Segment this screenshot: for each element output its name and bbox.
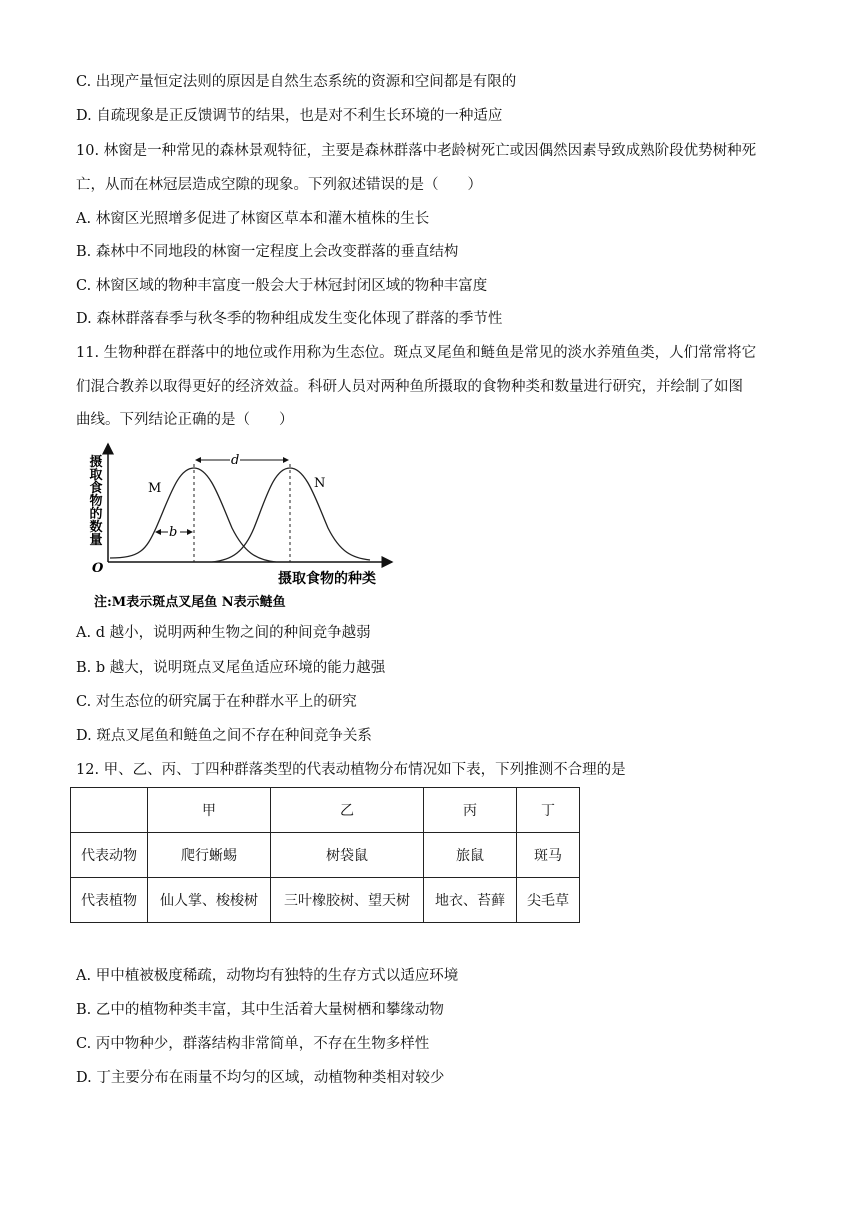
table-cell: 三叶橡胶树、望天树 (271, 878, 424, 923)
q11-option-a: A. d 越小，说明两种生物之间的种间竞争越弱 (76, 625, 371, 641)
q11-option-b: B. b 越大，说明斑点叉尾鱼适应环境的能力越强 (76, 660, 386, 676)
q12-stem: 12. 甲、乙、丙、丁四种群落类型的代表动植物分布情况如下表，下列推测不合理的是 (76, 762, 626, 778)
x-axis-label: 摄取食物的种类 (278, 571, 376, 587)
table-cell: 尖毛草 (517, 878, 580, 923)
table-cell: 乙 (271, 788, 424, 833)
curve-m-label: M (148, 481, 162, 496)
table-cell: 丙 (424, 788, 517, 833)
table-cell: 斑马 (517, 833, 580, 878)
q10-stem-1: 10. 林窗是一种常见的森林景观特征，主要是森林群落中老龄树死亡或因偶然因素导致成熟阶段优势树种死 (76, 143, 757, 159)
table-row (71, 833, 580, 878)
q10-option-b: B. 森林中不同地段的林窗一定程度上会改变群落的垂直结构 (76, 244, 459, 260)
q12-option-c: C. 丙中物种少，群落结构非常简单，不存在生物多样性 (76, 1036, 430, 1052)
d-label: d (231, 453, 240, 468)
q10-option-c: C. 林窗区域的物种丰富度一般会大于林冠封闭区域的物种丰富度 (76, 278, 488, 294)
y-axis-label: 摄取食物的数量 (86, 454, 102, 546)
community-table (70, 787, 580, 923)
table-row (71, 878, 580, 923)
table-cell: 丁 (517, 788, 580, 833)
q12-option-a: A. 甲中植被极度稀疏，动物均有独特的生存方式以适应环境 (76, 968, 459, 984)
table-cell: 仙人掌、梭梭树 (148, 878, 271, 923)
table-header-row (71, 788, 580, 833)
q11-stem-1: 11. 生物种群在群落中的地位或作用称为生态位。斑点叉尾鱼和鲢鱼是常见的淡水养殖鱼类，人们常常将它 (76, 345, 757, 361)
table-cell: 树袋鼠 (271, 833, 424, 878)
line-q9-d: D. 自疏现象是正反馈调节的结果，也是对不利生长环境的一种适应 (76, 108, 503, 124)
b-label: b (169, 525, 178, 540)
q10-option-a: A. 林窗区光照增多促进了林窗区草本和灌木植株的生长 (76, 211, 430, 227)
table-cell: 旅鼠 (424, 833, 517, 878)
figure-note: 注:M表示斑点叉尾鱼 N表示鲢鱼 (94, 595, 286, 610)
table-cell: 地衣、苔藓 (424, 878, 517, 923)
curve-n (212, 468, 370, 562)
q11-option-c: C. 对生态位的研究属于在种群水平上的研究 (76, 694, 357, 710)
origin-label: O (92, 561, 104, 576)
q11-stem-3: 曲线。下列结论正确的是（ ） (76, 412, 294, 428)
table-cell: 代表植物 (71, 878, 148, 923)
curve-n-label: N (314, 476, 326, 491)
niche-curve-figure (80, 440, 410, 615)
q12-option-b: B. 乙中的植物种类丰富，其中生活着大量树栖和攀缘动物 (76, 1002, 444, 1018)
curve-m (110, 468, 276, 562)
table-cell: 爬行蜥蜴 (148, 833, 271, 878)
line-q9-c: C. 出现产量恒定法则的原因是自然生态系统的资源和空间都是有限的 (76, 74, 517, 90)
q12-option-d: D. 丁主要分布在雨量不均匀的区域，动植物种类相对较少 (76, 1070, 445, 1086)
q10-stem-2: 亡，从而在林冠层造成空隙的现象。下列叙述错误的是（ ） (76, 177, 482, 193)
table-cell (71, 788, 148, 833)
q11-stem-2: 们混合教养以取得更好的经济效益。科研人员对两种鱼所摄取的食物种类和数量进行研究，并绘制了如图 (76, 379, 743, 395)
table-cell: 代表动物 (71, 833, 148, 878)
table-cell: 甲 (148, 788, 271, 833)
q11-option-d: D. 斑点叉尾鱼和鲢鱼之间不存在种间竞争关系 (76, 728, 372, 744)
q10-option-d: D. 森林群落春季与秋冬季的物种组成发生变化体现了群落的季节性 (76, 311, 503, 327)
